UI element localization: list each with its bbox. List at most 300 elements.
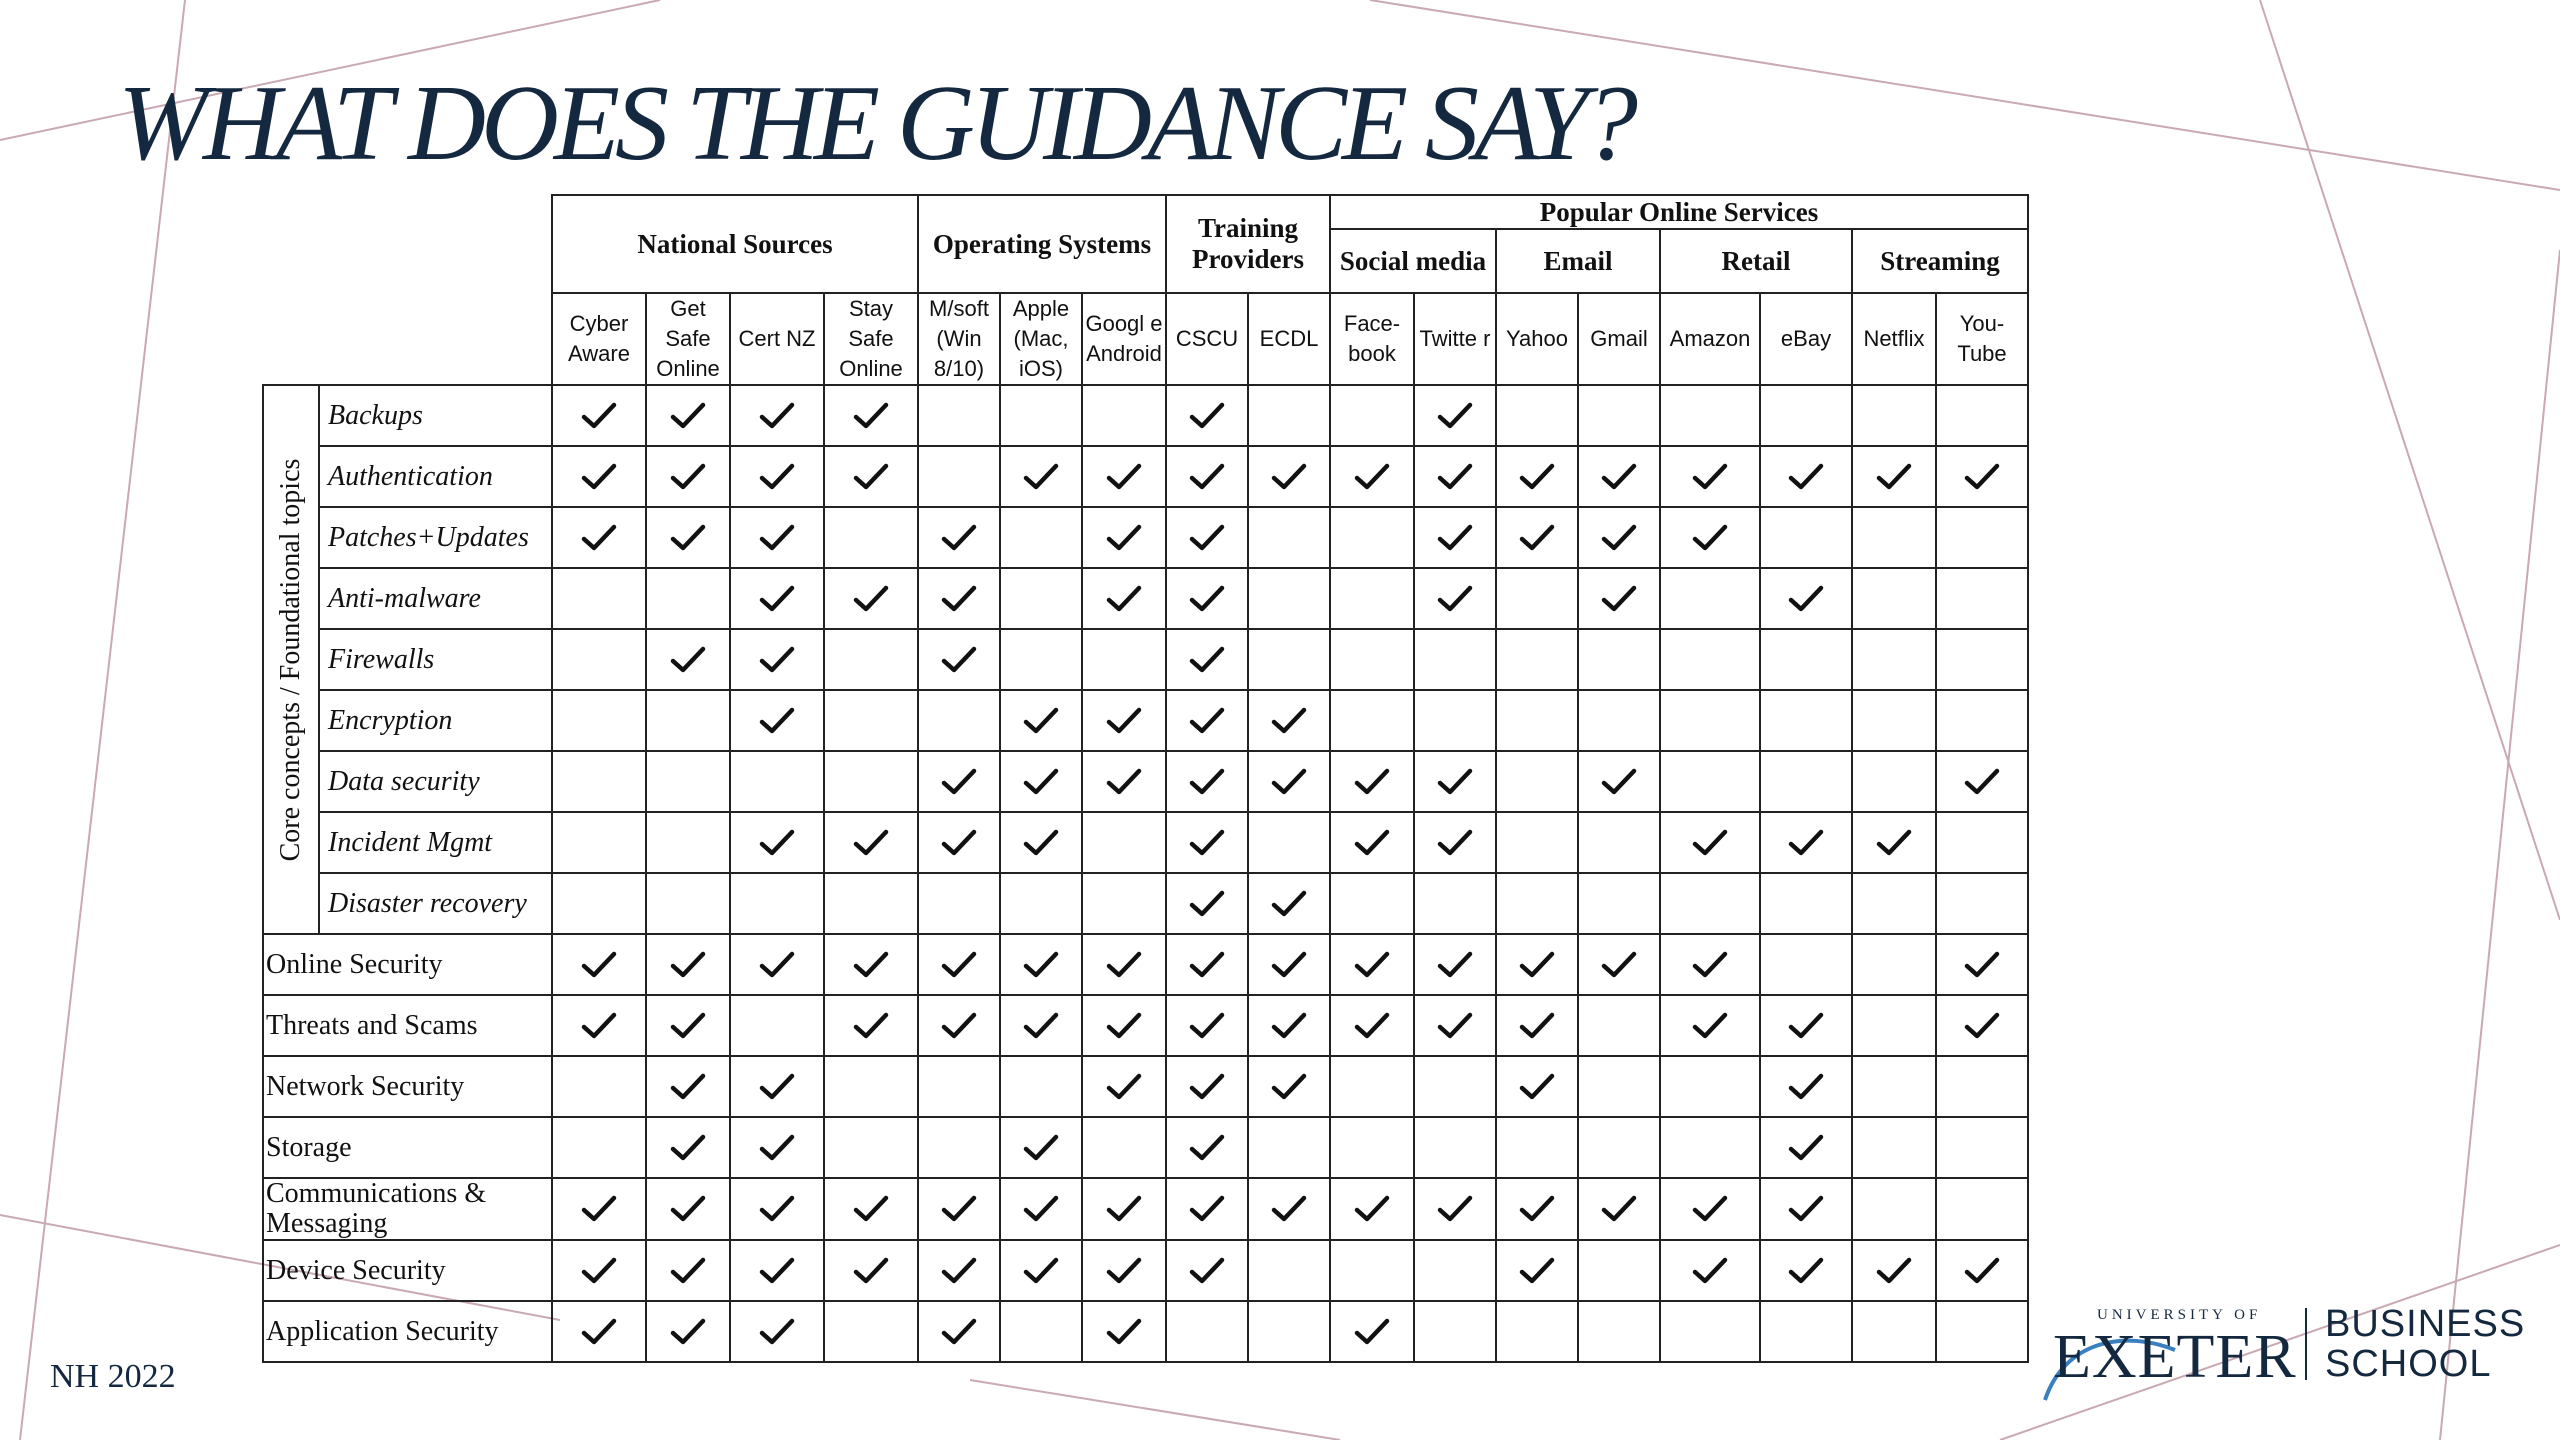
checkmark-icon	[758, 1194, 796, 1224]
table-row	[263, 812, 2028, 873]
check-cell	[1760, 812, 1852, 873]
logo-main-text: EXETER	[2053, 1323, 2297, 1391]
table-row	[263, 1117, 2028, 1178]
checkmark-icon	[1353, 1011, 1391, 1041]
check-cell	[1166, 1117, 1248, 1178]
empty-cell	[1496, 812, 1578, 873]
checkmark-icon	[1270, 1011, 1308, 1041]
empty-cell	[1760, 385, 1852, 446]
checkmark-icon	[1436, 1194, 1474, 1224]
row-label: Firewalls	[319, 629, 552, 690]
empty-cell	[1578, 873, 1660, 934]
empty-cell	[1414, 690, 1496, 751]
row-label: Device Security	[263, 1240, 552, 1301]
empty-cell	[1082, 812, 1166, 873]
checkmark-icon	[1436, 584, 1474, 614]
check-cell	[730, 629, 824, 690]
table-row	[263, 385, 2028, 446]
checkmark-icon	[1188, 401, 1226, 431]
check-cell	[1082, 446, 1166, 507]
checkmark-icon	[1105, 950, 1143, 980]
table-row	[263, 1056, 2028, 1117]
checkmark-icon	[580, 1011, 618, 1041]
checkmark-icon	[1691, 1256, 1729, 1286]
check-cell	[1660, 812, 1760, 873]
checkmark-icon	[669, 1072, 707, 1102]
check-cell	[1936, 995, 2028, 1056]
empty-cell	[1760, 507, 1852, 568]
row-label: Disaster recovery	[319, 873, 552, 934]
check-cell	[824, 812, 918, 873]
empty-cell	[1852, 629, 1936, 690]
checkmark-icon	[1270, 1194, 1308, 1224]
checkmark-icon	[1436, 767, 1474, 797]
table-row	[263, 873, 2028, 934]
guidance-matrix-table	[262, 194, 2029, 1363]
check-cell	[1166, 568, 1248, 629]
empty-cell	[1330, 568, 1414, 629]
check-cell	[552, 995, 646, 1056]
check-cell	[1082, 1178, 1166, 1240]
check-cell	[1000, 1117, 1082, 1178]
empty-cell	[824, 1301, 918, 1362]
empty-cell	[1330, 385, 1414, 446]
checkmark-icon	[1188, 1133, 1226, 1163]
empty-cell	[1330, 1117, 1414, 1178]
check-cell	[1330, 812, 1414, 873]
checkmark-icon	[1270, 706, 1308, 736]
checkmark-icon	[758, 1072, 796, 1102]
empty-cell	[1578, 812, 1660, 873]
empty-cell	[646, 690, 730, 751]
empty-cell	[824, 690, 918, 751]
check-cell	[1760, 1240, 1852, 1301]
checkmark-icon	[1188, 523, 1226, 553]
check-cell	[552, 1240, 646, 1301]
checkmark-icon	[669, 401, 707, 431]
check-cell	[552, 1178, 646, 1240]
empty-cell	[552, 568, 646, 629]
empty-cell	[918, 1056, 1000, 1117]
check-cell	[1166, 812, 1248, 873]
check-cell	[1496, 1056, 1578, 1117]
provider-header: Googl e Android	[1082, 293, 1166, 385]
empty-cell	[1496, 385, 1578, 446]
provider-header: M/soft (Win 8/10)	[918, 293, 1000, 385]
empty-cell	[1852, 690, 1936, 751]
empty-cell	[1852, 1178, 1936, 1240]
checkmark-icon	[669, 1317, 707, 1347]
empty-cell	[646, 568, 730, 629]
checkmark-icon	[1600, 950, 1638, 980]
empty-cell	[918, 446, 1000, 507]
empty-cell	[918, 385, 1000, 446]
logo-division-text	[2325, 1304, 2525, 1384]
checkmark-icon	[1353, 950, 1391, 980]
check-cell	[1852, 446, 1936, 507]
check-cell	[1496, 995, 1578, 1056]
empty-cell	[1330, 690, 1414, 751]
checkmark-icon	[940, 1317, 978, 1347]
checkmark-icon	[1600, 767, 1638, 797]
group-retail: Retail	[1660, 229, 1852, 293]
checkmark-icon	[852, 950, 890, 980]
check-cell	[1166, 873, 1248, 934]
check-cell	[1166, 934, 1248, 995]
check-cell	[646, 1240, 730, 1301]
checkmark-icon	[669, 950, 707, 980]
checkmark-icon	[669, 1256, 707, 1286]
check-cell	[824, 385, 918, 446]
check-cell	[552, 934, 646, 995]
empty-cell	[1936, 568, 2028, 629]
checkmark-icon	[1105, 1194, 1143, 1224]
check-cell	[646, 1117, 730, 1178]
empty-cell	[1578, 690, 1660, 751]
checkmark-icon	[758, 706, 796, 736]
check-cell	[1414, 751, 1496, 812]
empty-cell	[1936, 690, 2028, 751]
check-cell	[1760, 995, 1852, 1056]
checkmark-icon	[1022, 828, 1060, 858]
empty-cell	[1852, 995, 1936, 1056]
check-cell	[1248, 934, 1330, 995]
checkmark-icon	[1188, 767, 1226, 797]
group-streaming: Streaming	[1852, 229, 2028, 293]
logo-small-text: UNIVERSITY OF	[2097, 1307, 2262, 1323]
checkmark-icon	[1787, 1133, 1825, 1163]
empty-cell	[1852, 751, 1936, 812]
checkmark-icon	[1022, 1194, 1060, 1224]
check-cell	[730, 385, 824, 446]
row-label: Anti-malware	[319, 568, 552, 629]
check-cell	[1000, 934, 1082, 995]
empty-cell	[1248, 629, 1330, 690]
empty-cell	[1248, 385, 1330, 446]
check-cell	[1000, 995, 1082, 1056]
checkmark-icon	[1188, 950, 1226, 980]
check-cell	[1660, 934, 1760, 995]
empty-cell	[1852, 568, 1936, 629]
checkmark-icon	[1518, 1194, 1556, 1224]
empty-cell	[1760, 873, 1852, 934]
empty-cell	[1248, 507, 1330, 568]
check-cell	[1660, 995, 1760, 1056]
row-label: Data security	[319, 751, 552, 812]
check-cell	[730, 446, 824, 507]
row-label: Threats and Scams	[263, 995, 552, 1056]
checkmark-icon	[580, 462, 618, 492]
checkmark-icon	[1105, 1011, 1143, 1041]
checkmark-icon	[1436, 828, 1474, 858]
check-cell	[918, 629, 1000, 690]
table-row	[263, 995, 2028, 1056]
checkmark-icon	[758, 828, 796, 858]
empty-cell	[1660, 568, 1760, 629]
checkmark-icon	[940, 1011, 978, 1041]
checkmark-icon	[1787, 1011, 1825, 1041]
empty-cell	[1660, 690, 1760, 751]
check-cell	[646, 629, 730, 690]
provider-header: Cyber Aware	[552, 293, 646, 385]
checkmark-icon	[852, 1256, 890, 1286]
checkmark-icon	[758, 462, 796, 492]
checkmark-icon	[1691, 950, 1729, 980]
checkmark-icon	[1188, 889, 1226, 919]
empty-cell	[646, 751, 730, 812]
check-cell	[1414, 995, 1496, 1056]
empty-cell	[1852, 1056, 1936, 1117]
check-cell	[1760, 1056, 1852, 1117]
check-cell	[1414, 385, 1496, 446]
empty-corner	[263, 195, 552, 385]
checkmark-icon	[669, 645, 707, 675]
checkmark-icon	[1188, 706, 1226, 736]
checkmark-icon	[1188, 462, 1226, 492]
empty-cell	[1000, 629, 1082, 690]
logo-division-line2: SCHOOL	[2325, 1343, 2492, 1385]
empty-cell	[1936, 812, 2028, 873]
empty-cell	[1414, 1301, 1496, 1362]
provider-header: Amazon	[1660, 293, 1760, 385]
check-cell	[1578, 507, 1660, 568]
check-cell	[730, 1240, 824, 1301]
empty-cell	[1414, 1056, 1496, 1117]
empty-cell	[730, 873, 824, 934]
empty-cell	[1578, 1056, 1660, 1117]
page-title: WHAT DOES THE GUIDANCE SAY?	[118, 64, 1634, 183]
check-cell	[1760, 1178, 1852, 1240]
empty-cell	[1936, 1178, 2028, 1240]
empty-cell	[1852, 934, 1936, 995]
check-cell	[1000, 751, 1082, 812]
empty-cell	[1852, 1301, 1936, 1362]
empty-cell	[1936, 1301, 2028, 1362]
checkmark-icon	[758, 523, 796, 553]
checkmark-icon	[1691, 462, 1729, 492]
check-cell	[1248, 446, 1330, 507]
empty-cell	[1760, 934, 1852, 995]
empty-cell	[1936, 873, 2028, 934]
check-cell	[1414, 812, 1496, 873]
check-cell	[1166, 995, 1248, 1056]
checkmark-icon	[1270, 462, 1308, 492]
empty-cell	[552, 751, 646, 812]
side-label-text: Core concepts / Foundational topics	[275, 458, 306, 861]
check-cell	[1166, 629, 1248, 690]
empty-cell	[1000, 1301, 1082, 1362]
provider-header: You- Tube	[1936, 293, 2028, 385]
check-cell	[552, 507, 646, 568]
empty-cell	[1330, 1056, 1414, 1117]
table-row	[263, 690, 2028, 751]
empty-cell	[1248, 1301, 1330, 1362]
row-label: Authentication	[319, 446, 552, 507]
checkmark-icon	[1022, 1133, 1060, 1163]
provider-header: Stay Safe Online	[824, 293, 918, 385]
provider-header: eBay	[1760, 293, 1852, 385]
empty-cell	[552, 1056, 646, 1117]
check-cell	[1852, 812, 1936, 873]
check-cell	[730, 1117, 824, 1178]
check-cell	[1760, 568, 1852, 629]
checkmark-icon	[1188, 1011, 1226, 1041]
checkmark-icon	[1436, 950, 1474, 980]
checkmark-icon	[1963, 1256, 2001, 1286]
empty-cell	[1852, 873, 1936, 934]
check-cell	[1082, 1240, 1166, 1301]
checkmark-icon	[1963, 767, 2001, 797]
check-cell	[918, 751, 1000, 812]
check-cell	[646, 1056, 730, 1117]
empty-cell	[1760, 690, 1852, 751]
empty-cell	[1578, 385, 1660, 446]
check-cell	[1248, 1056, 1330, 1117]
checkmark-icon	[1188, 1256, 1226, 1286]
checkmark-icon	[1436, 1011, 1474, 1041]
checkmark-icon	[940, 1194, 978, 1224]
empty-cell	[918, 1117, 1000, 1178]
empty-cell	[1248, 812, 1330, 873]
check-cell	[1578, 568, 1660, 629]
checkmark-icon	[1353, 767, 1391, 797]
checkmark-icon	[1105, 584, 1143, 614]
logo-divider	[2305, 1308, 2307, 1380]
row-label: Patches+Updates	[319, 507, 552, 568]
checkmark-icon	[758, 950, 796, 980]
empty-cell	[1578, 995, 1660, 1056]
empty-cell	[1166, 1301, 1248, 1362]
empty-cell	[1760, 1301, 1852, 1362]
check-cell	[1414, 507, 1496, 568]
row-label: Storage	[263, 1117, 552, 1178]
checkmark-icon	[669, 523, 707, 553]
checkmark-icon	[1875, 1256, 1913, 1286]
checkmark-icon	[1518, 1072, 1556, 1102]
check-cell	[1248, 751, 1330, 812]
checkmark-icon	[1188, 1072, 1226, 1102]
group-operating-systems: Operating Systems	[918, 195, 1166, 293]
empty-cell	[1496, 568, 1578, 629]
checkmark-icon	[1353, 462, 1391, 492]
empty-cell	[1760, 751, 1852, 812]
check-cell	[552, 385, 646, 446]
footer-note: NH 2022	[50, 1358, 176, 1395]
checkmark-icon	[1787, 584, 1825, 614]
empty-cell	[1936, 385, 2028, 446]
row-label: Application Security	[263, 1301, 552, 1362]
checkmark-icon	[1022, 1256, 1060, 1286]
empty-cell	[1414, 873, 1496, 934]
empty-cell	[552, 629, 646, 690]
empty-cell	[1852, 385, 1936, 446]
checkmark-icon	[1518, 523, 1556, 553]
empty-cell	[1000, 873, 1082, 934]
check-cell	[824, 446, 918, 507]
table-row	[263, 629, 2028, 690]
checkmark-icon	[940, 767, 978, 797]
check-cell	[730, 507, 824, 568]
checkmark-icon	[1353, 828, 1391, 858]
empty-cell	[552, 690, 646, 751]
provider-header: Apple (Mac, iOS)	[1000, 293, 1082, 385]
checkmark-icon	[1188, 584, 1226, 614]
check-cell	[1082, 995, 1166, 1056]
table-row	[263, 446, 2028, 507]
checkmark-icon	[1188, 828, 1226, 858]
check-cell	[1578, 1178, 1660, 1240]
check-cell	[646, 1178, 730, 1240]
checkmark-icon	[1787, 1072, 1825, 1102]
checkmark-icon	[1600, 523, 1638, 553]
empty-cell	[1330, 629, 1414, 690]
check-cell	[1082, 1301, 1166, 1362]
checkmark-icon	[940, 828, 978, 858]
checkmark-icon	[1270, 889, 1308, 919]
group-national-sources: National Sources	[552, 195, 918, 293]
empty-cell	[1248, 568, 1330, 629]
check-cell	[918, 1178, 1000, 1240]
check-cell	[918, 934, 1000, 995]
check-cell	[1248, 690, 1330, 751]
check-cell	[1166, 446, 1248, 507]
checkmark-icon	[580, 1194, 618, 1224]
checkmark-icon	[940, 523, 978, 553]
check-cell	[1496, 507, 1578, 568]
check-cell	[1166, 751, 1248, 812]
check-cell	[1248, 873, 1330, 934]
empty-cell	[1330, 507, 1414, 568]
checkmark-icon	[1518, 462, 1556, 492]
check-cell	[824, 995, 918, 1056]
checkmark-icon	[1963, 950, 2001, 980]
check-cell	[1414, 1178, 1496, 1240]
empty-cell	[1578, 629, 1660, 690]
empty-cell	[1330, 873, 1414, 934]
empty-cell	[1414, 1117, 1496, 1178]
check-cell	[1248, 995, 1330, 1056]
empty-cell	[1414, 1240, 1496, 1301]
checkmark-icon	[669, 1133, 707, 1163]
checkmark-icon	[1691, 1011, 1729, 1041]
checkmark-icon	[758, 1133, 796, 1163]
check-cell	[1760, 1117, 1852, 1178]
check-cell	[1414, 934, 1496, 995]
empty-cell	[1330, 1240, 1414, 1301]
provider-header: ECDL	[1248, 293, 1330, 385]
table-row	[263, 1301, 2028, 1362]
empty-cell	[824, 751, 918, 812]
check-cell	[1082, 568, 1166, 629]
empty-cell	[1660, 751, 1760, 812]
checkmark-icon	[852, 1194, 890, 1224]
group-social-media: Social media	[1330, 229, 1496, 293]
check-cell	[1852, 1240, 1936, 1301]
empty-cell	[1000, 385, 1082, 446]
check-cell	[730, 934, 824, 995]
empty-cell	[1496, 1301, 1578, 1362]
logo-division-line1: BUSINESS	[2325, 1303, 2526, 1345]
checkmark-icon	[1270, 1072, 1308, 1102]
empty-cell	[1660, 1056, 1760, 1117]
check-cell	[1414, 568, 1496, 629]
check-cell	[1578, 446, 1660, 507]
empty-cell	[1000, 568, 1082, 629]
checkmark-icon	[1022, 462, 1060, 492]
checkmark-icon	[1600, 584, 1638, 614]
checkmark-icon	[1787, 462, 1825, 492]
empty-cell	[730, 995, 824, 1056]
